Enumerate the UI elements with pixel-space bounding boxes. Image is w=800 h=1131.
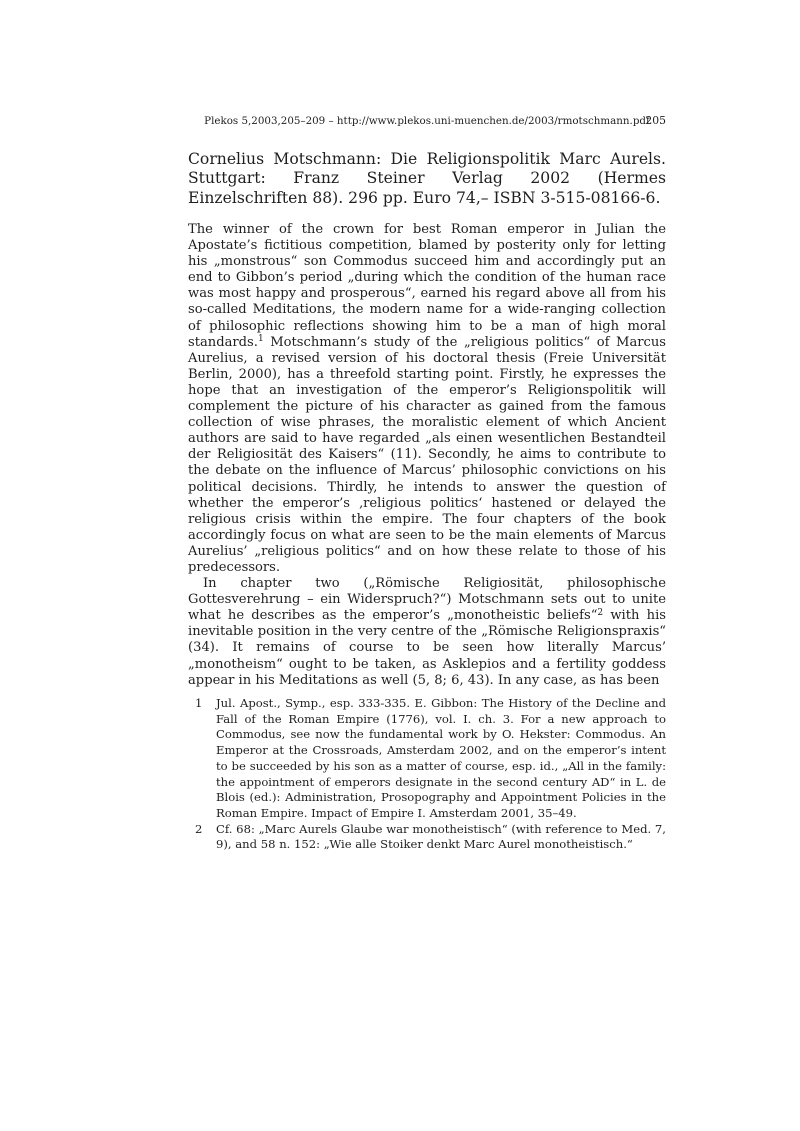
footnotes-section <box>188 696 666 853</box>
paragraph-1-continued: Motschmann’s study of the „religious politics“ of Marcus Aurelius, a revised version of his doctoral thesis (Freie Universität Berlin, 2000), has a threefold starting point. Firstly, he expresses the hope that an investigation of the emperor’s Religionspolitik will complement the picture of his character as gained from the famous collection of wise phrases, the moralistic element of which Ancient authors are said to have regarded „als einen wesentlichen Bestandteil der Religiosität des Kaisers“ (11). Secondly, he aims to contribute to the debate on the influence of Marcus’ philosophic convictions on his political decisions. Thirdly, he intends to answer the question of whether the emperor’s ‚religious politics‘ hastened or delayed the religious crisis within the empire. The four chapters of the book accordingly focus on what are seen to be the main elements of Marcus Aurelius’ „religious politics“ and on how these relate to those of his predecessors. <box>188 334 666 575</box>
footnote-1-number: 1 <box>195 696 203 710</box>
paragraph-2-text: In chapter two („Römische Religiosität, philosophische Gottesverehrung – ein Widerspruch?“) Motschmann sets out to unite what he describes as the emperor’s „monotheistic beliefs“ <box>188 576 666 624</box>
footnote-2-text: Cf. 68: „Marc Aurels Glaube war monotheistisch“ (with reference to Med. 7, 9), and 58 n. 152: „Wie alle Stoiker denkt Marc Aurel monotheistisch.“ <box>216 821 666 852</box>
paragraph-2-continued: with his inevitable position in the very centre of the „Römische Religionspraxis“ (34). It remains of course to be seen how literally Marcus’ „monotheism“ ought to be taken, as Asklepios and a fertility goddess appear in his Meditations as well (5, 8; 6, 43). In any case, as has been <box>188 608 666 688</box>
review-body <box>188 222 666 689</box>
footnote-2 <box>188 822 666 853</box>
running-header <box>188 114 666 128</box>
journal-header-text: Plekos 5,2003,205–209 – http://www.plekos.uni-muenchen.de/2003/rmotschmann.pdf <box>204 115 650 127</box>
paragraph-1-text: The winner of the crown for best Roman emperor in Julian the Apostate’s fictitious competition, blamed by posterity only for letting his „monstrous“ son Commodus succeed him and accordingly put an end to Gibbon’s period „during which the condition of the human race was most happy and prosperous“, earned his regard above all from his so-called Meditations, the modern name for a wide-ranging collection of philosophic reflections showing him to be a man of high moral standards. <box>188 222 666 350</box>
page-number: 205 <box>645 114 666 127</box>
footnote-2-number: 2 <box>195 821 203 836</box>
paragraph-2 <box>188 576 666 689</box>
footnote-marker-1: 1 <box>257 334 264 345</box>
footnote-1-text: Jul. Apost., Symp., esp. 333-335. E. Gibbon: The History of the Decline and Fall of the Roman Empire (1776), vol. I. ch. 3. For a new approach to Commodus, see now the fundamental work by O. Hekster: Commodus. An Emperor at the Crossroads, Amsterdam 2002, and on the emperor’s intent to be succeeded by his son as a matter of course, esp. id., „All in the family: the appointment of emperors designate in the second century AD“ in L. de Blois (ed.): Administration, Prosopography and Appointment Policies in the Roman Empire. Impact of Empire I. Amsterdam 2001, 35–49. <box>216 696 666 820</box>
review-title: Cornelius Motschmann: Die Religionspolitik Marc Aurels. Stuttgart: Franz Steiner Verlag 2002 (Hermes Einzelschriften 88). 296 pp. Euro 74,– ISBN 3-515-08166-6. <box>188 150 666 207</box>
footnote-marker-2: 2 <box>597 607 604 618</box>
paragraph-1 <box>188 222 666 576</box>
footnote-1 <box>188 696 666 822</box>
